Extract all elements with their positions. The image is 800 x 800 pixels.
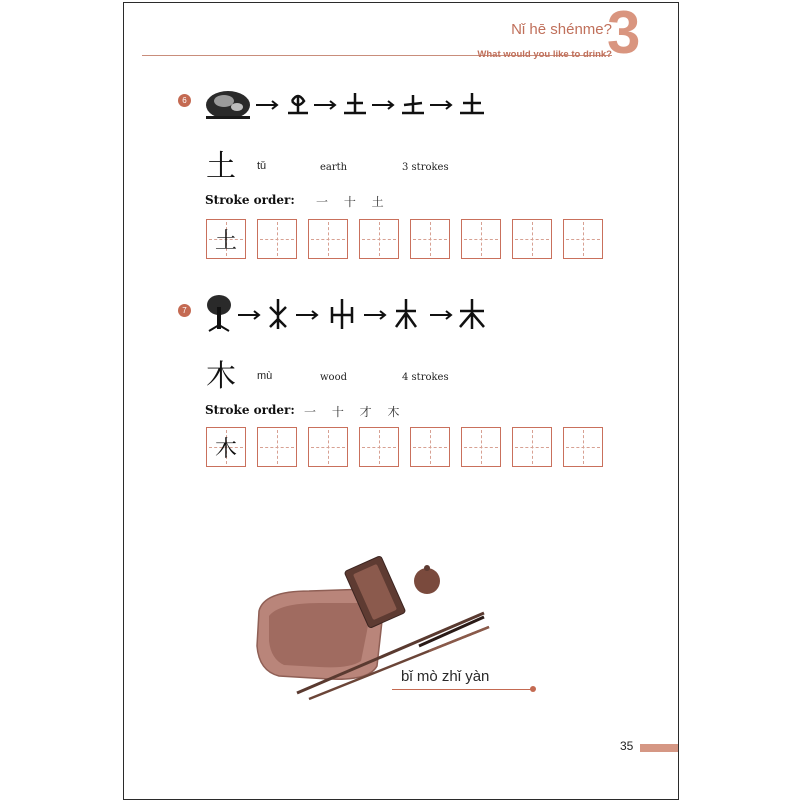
practice-cell[interactable] [308, 427, 348, 467]
sample-character: 土 [214, 228, 237, 254]
tree-pictograph-icon [207, 295, 231, 331]
practice-cell[interactable] [257, 219, 297, 259]
practice-cell[interactable] [410, 219, 450, 259]
illustration-caption: bǐ mò zhǐ yàn [401, 668, 490, 685]
page-number-bar [640, 744, 678, 752]
practice-cell[interactable] [410, 427, 450, 467]
section-number-badge: 7 [178, 304, 191, 317]
practice-cell[interactable] [512, 219, 552, 259]
practice-cell[interactable] [359, 427, 399, 467]
character-earth: 土 [206, 149, 236, 184]
stroke-order-earth: 一 十 土 [316, 195, 390, 209]
meaning-earth: earth [320, 162, 348, 173]
meaning-wood: wood [320, 372, 348, 383]
practice-cell[interactable] [563, 219, 603, 259]
stroke-count-wood: 4 strokes [402, 372, 449, 383]
practice-cell[interactable] [206, 219, 246, 259]
practice-cell[interactable] [563, 427, 603, 467]
page-number: 35 [620, 739, 634, 753]
practice-cell[interactable] [206, 427, 246, 467]
stroke-order-label: Stroke order: [205, 193, 295, 207]
lesson-number: 3 [607, 2, 641, 66]
caption-dot [530, 686, 536, 692]
practice-cell[interactable] [461, 427, 501, 467]
earth-ancient-forms [288, 93, 484, 113]
pinyin-earth: tǔ [257, 160, 267, 172]
practice-cell[interactable] [257, 427, 297, 467]
stroke-order-wood: 一 十 才 木 [304, 405, 406, 419]
practice-cell[interactable] [512, 427, 552, 467]
character-evolution-wood [204, 293, 514, 333]
pinyin-wood: mù [257, 370, 273, 382]
section-number-badge: 6 [178, 94, 191, 107]
stroke-order-label: Stroke order: [205, 403, 295, 417]
lesson-title: Nǐ hē shénme? [511, 21, 612, 38]
sample-character: 木 [214, 436, 237, 462]
practice-grid-wood [206, 427, 603, 467]
stroke-count-earth: 3 strokes [402, 162, 449, 173]
practice-grid-earth [206, 219, 603, 259]
character-wood: 木 [206, 359, 236, 394]
practice-cell[interactable] [461, 219, 501, 259]
practice-cell[interactable] [359, 219, 399, 259]
practice-cell[interactable] [308, 219, 348, 259]
rock-pictograph-icon [206, 91, 250, 119]
character-evolution-earth [204, 83, 514, 123]
lesson-subtitle: What would you like to drink? [477, 49, 612, 60]
textbook-page [123, 2, 679, 800]
caption-underline [392, 689, 532, 690]
